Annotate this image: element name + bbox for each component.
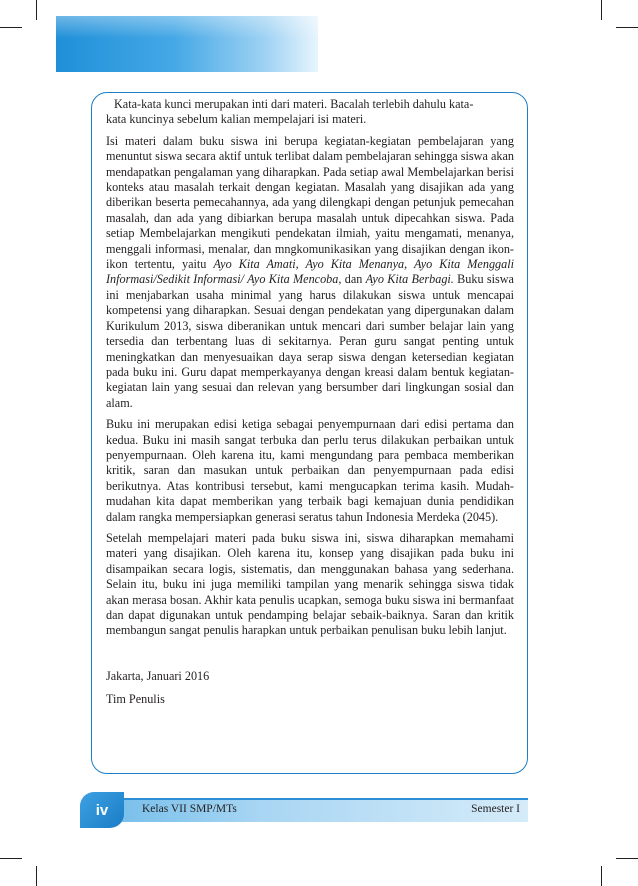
- paragraph-3: Setelah mempelajari materi pada buku siswa ini, siswa diharapkan memahami materi yang disajikan. Oleh karena itu, konsep yang disajikan pada buku ini disampaikan secara logis, sistematis, dan menggunakan bahasa yang sederhana. Selain itu, buku ini juga memiliki tampilan yang menarik sehingga siswa tidak akan merasa bosan. Akhir kata penulis ucapkan, semoga buku siswa ini bermanfaat dan dapat digunakan untuk pendamping belajar sebaik-baiknya. Saran dan kritik membangun sangat penulis harapkan untuk perbaikan penulisan buku lebih lanjut.: [106, 530, 514, 638]
- paragraph-2: Buku ini merupakan edisi ketiga sebagai penyempurnaan dari edisi pertama dan kedua. Buku ini masih sangat terbuka dan perlu terus dilakukan perbaikan untuk penyempurnaan. Oleh karena itu, kami mengundang para pembaca memberikan kritik, saran dan masukan untuk perbaikan dan penyempurnaan pada edisi berikutnya. Atas kontribusi tersebut, kami mengucapkan terima kasih. Mudah-mudahan kita dapat memberikan yang terbaik bagi kemajuan dunia pendidikan dalam rangka mempersiapkan generasi seratus tahun Indonesia Merdeka (2045).: [106, 417, 514, 524]
- crop-mark-bottom-right-v: [601, 866, 602, 886]
- signature-block: [106, 669, 514, 708]
- paragraph-1-part-3: Buku siswa ini menjabarkan usaha minimal yang harus dilakukan siswa untuk mencapai kompetensi yang diharapkan. Sesuai dengan pendekatan yang dipergunakan dalam Kurikulum 2013, siswa diberanikan untuk mencari dari sumber belajar lain yang tersedia dan terbentang luas di sekitarnya. Peran guru sangat penting untuk meningkatkan dan menyesuaikan daya serap siswa dengan ketersedian kegiatan pada buku ini. Guru dapat memperkayanya dengan kreasi dalam bentuk kegiatan-kegiatan lain yang sesuai dan relevan yang bersumber dari lingkungan sosial dan alam.: [106, 272, 514, 410]
- crop-mark-top-left-v: [36, 0, 37, 20]
- footer-class-label: Kelas VII SMP/MTs: [142, 803, 237, 815]
- paragraph-1-part-2: dan: [341, 272, 366, 287]
- header-band-highlight: [56, 16, 318, 72]
- footer-band-line: [88, 798, 528, 800]
- intro-note: [106, 97, 514, 128]
- paragraph-1-italic-1: Ayo Kita Amati, Ayo Kita Menanya, Ayo Kita Menggali Informasi/Sedikit Informasi/ Ayo Kita Mencoba,: [106, 257, 514, 287]
- page-number: iv: [95, 801, 109, 819]
- preface-content: [106, 97, 514, 716]
- crop-mark-bottom-left-v: [36, 866, 37, 886]
- intro-line-2: kata kuncinya sebelum kalian mempelajari isi materi.: [106, 112, 367, 127]
- signature-place-date: Jakarta, Januari 2016: [106, 668, 210, 683]
- crop-mark-top-left-h: [0, 27, 22, 28]
- paragraph-1: [106, 134, 514, 411]
- signature-author: Tim Penulis: [106, 692, 165, 707]
- crop-mark-bottom-right-h: [616, 858, 638, 859]
- page-number-badge: [80, 792, 124, 828]
- footer-semester-label: Semester I: [471, 803, 520, 815]
- paragraph-1-part-1: Isi materi dalam buku siswa ini berupa kegiatan-kegiatan pembelajaran yang menuntut siswa secara aktif untuk terlibat dalam pembelajaran sehingga siswa akan mendapatkan pengalaman yang diharapkan. Pada setiap awal Membelajarkan berisi konteks atau masalah terkait dengan kegiatan. Masalah yang disajikan ada yang diberikan beserta pemecahannya, ada yang dilengkapi dengan petunjuk pemecahan masalah, dan ada yang dibiarkan berupa masalah untuk dipecahkan siswa. Pada setiap Membelajarkan mengikuti pendekatan ilmiah, yaitu mengamati, menanya, menggali informasi, menalar, dan mngkomunikasikan yang disajikan dengan ikon-ikon tertentu, yaitu: [106, 133, 514, 272]
- crop-mark-top-right-v: [601, 0, 602, 20]
- crop-mark-bottom-left-h: [0, 858, 22, 859]
- intro-line-1: Kata-kata kunci merupakan inti dari materi. Bacalah terlebih dahulu kata-: [114, 97, 474, 111]
- spacer: [106, 645, 514, 669]
- paragraph-1-italic-2: Ayo Kita Berbagi.: [365, 272, 454, 287]
- crop-mark-top-right-h: [616, 27, 638, 28]
